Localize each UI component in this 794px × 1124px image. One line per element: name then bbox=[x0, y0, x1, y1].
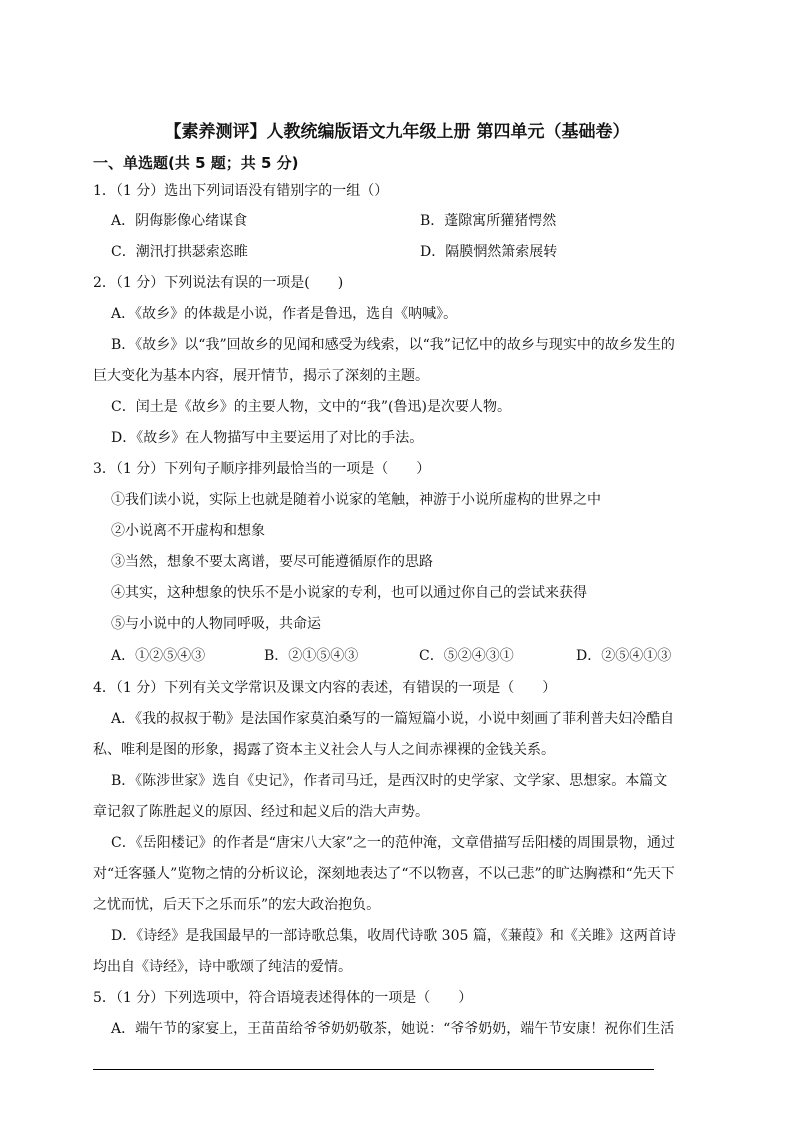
question-3-sentence-1: ①我们读小说，实际上也就是随着小说家的笔触，神游于小说所虚构的世界之中 bbox=[111, 492, 601, 508]
question-4-option-d-line2: 均出自《诗经》，诗中歌颂了纯洁的爱情。 bbox=[93, 959, 352, 975]
question-1-option-c: C．潮汛打拱瑟索恣睢 bbox=[111, 244, 248, 260]
page-title: 【素养测评】人教统编版语文九年级上册 第四单元（基础卷） bbox=[164, 122, 630, 142]
question-2-option-a: A．《故乡》的体裁是小说，作者是鲁迅，选自《呐喊》。 bbox=[111, 306, 458, 322]
question-4-option-a-line2: 私、唯利是图的形象，揭露了资本主义社会人与人之间赤裸裸的金钱关系。 bbox=[93, 742, 555, 758]
question-4-option-c-line2: 对“迁客骚人”览物之情的分析议论，深刻地表达了“不以物喜，不以己悲”的旷达胸襟和“先天下 bbox=[93, 866, 675, 882]
question-1-option-b: B．蓬隙寓所獾猪愕然 bbox=[420, 213, 557, 229]
question-3-option-a: A．①②⑤④③ bbox=[111, 648, 206, 664]
question-5-option-a-line1: A．端午节的家宴上，王苗苗给爷爷奶奶敬茶，她说：“爷爷奶奶，端午节安康！祝你们生活 bbox=[111, 1021, 675, 1037]
question-4-option-b-line1: B．《陈涉世家》选自《史记》，作者司马迁，是西汉时的史学家、文学家、思想家。本篇文 bbox=[111, 773, 668, 789]
question-1-stem: 1．（1 分）选出下列词语没有错别字的一组（） bbox=[93, 183, 389, 199]
question-1-option-d: D．隔膜惘然箫索展转 bbox=[420, 244, 558, 260]
section-heading: 一、单选题(共 5 题；共 5 分) bbox=[93, 154, 299, 172]
question-2-option-d: D．《故乡》在人物描写中主要运用了对比的手法。 bbox=[111, 430, 424, 446]
question-3-sentence-4: ④其实，这种想象的快乐不是小说家的专利，也可以通过你自己的尝试来获得 bbox=[111, 585, 587, 601]
question-4-option-c-line3: 之忧而忧，后天下之乐而乐”的宏大政治抱负。 bbox=[93, 897, 381, 913]
question-3-sentence-3: ③当然，想象不要太离谱，要尽可能遵循原作的思路 bbox=[111, 554, 433, 570]
question-1-option-a: A．阴侮影像心绪谋食 bbox=[111, 213, 248, 229]
question-2-option-b-line1: B．《故乡》以“我”回故乡的见闻和感受为线索，以“我”记忆中的故乡与现实中的故乡发生的 bbox=[111, 337, 675, 353]
question-5-stem: 5．（1 分）下列选项中，符合语境表述得体的一项是（ ） bbox=[93, 990, 473, 1006]
footer-divider bbox=[93, 1069, 654, 1070]
question-4-option-d-line1: D．《诗经》是我国最早的一部诗歌总集，收周代诗歌 305 篇，《蒹葭》和《关雎》这两首诗 bbox=[111, 928, 676, 944]
question-4-stem: 4．（1 分）下列有关文学常识及课文内容的表述，有错误的一项是（ ） bbox=[93, 680, 557, 696]
question-3-sentence-5: ⑤与小说中的人物同呼吸，共命运 bbox=[111, 616, 321, 632]
question-4-option-c-line1: C．《岳阳楼记》的作者是“唐宋八大家”之一的范仲淹，文章借描写岳阳楼的周围景物，通过 bbox=[111, 835, 676, 851]
question-2-option-c: C．闰土是《故乡》的主要人物，文中的“我”(鲁迅)是次要人物。 bbox=[111, 399, 511, 415]
question-3-option-b: B．②①⑤④③ bbox=[264, 648, 359, 664]
question-4-option-b-line2: 章记叙了陈胜起义的原因、经过和起义后的浩大声势。 bbox=[93, 804, 429, 820]
question-2-option-b-line2: 巨大变化为基本内容，展开情节，揭示了深刻的主题。 bbox=[93, 368, 429, 384]
question-3-sentence-2: ②小说离不开虚构和想象 bbox=[111, 523, 265, 539]
question-3-stem: 3．（1 分）下列句子顺序排列最恰当的一项是（ ） bbox=[93, 461, 431, 477]
question-4-option-a-line1: A．《我的叔叔于勒》是法国作家莫泊桑写的一篇短篇小说，小说中刻画了菲利普夫妇冷酷自 bbox=[111, 711, 675, 727]
question-3-option-c: C．⑤②④③① bbox=[419, 648, 514, 664]
question-2-stem: 2．（1 分）下列说法有误的一项是( ) bbox=[93, 275, 344, 291]
question-3-option-d: D．②⑤④①③ bbox=[576, 648, 672, 664]
